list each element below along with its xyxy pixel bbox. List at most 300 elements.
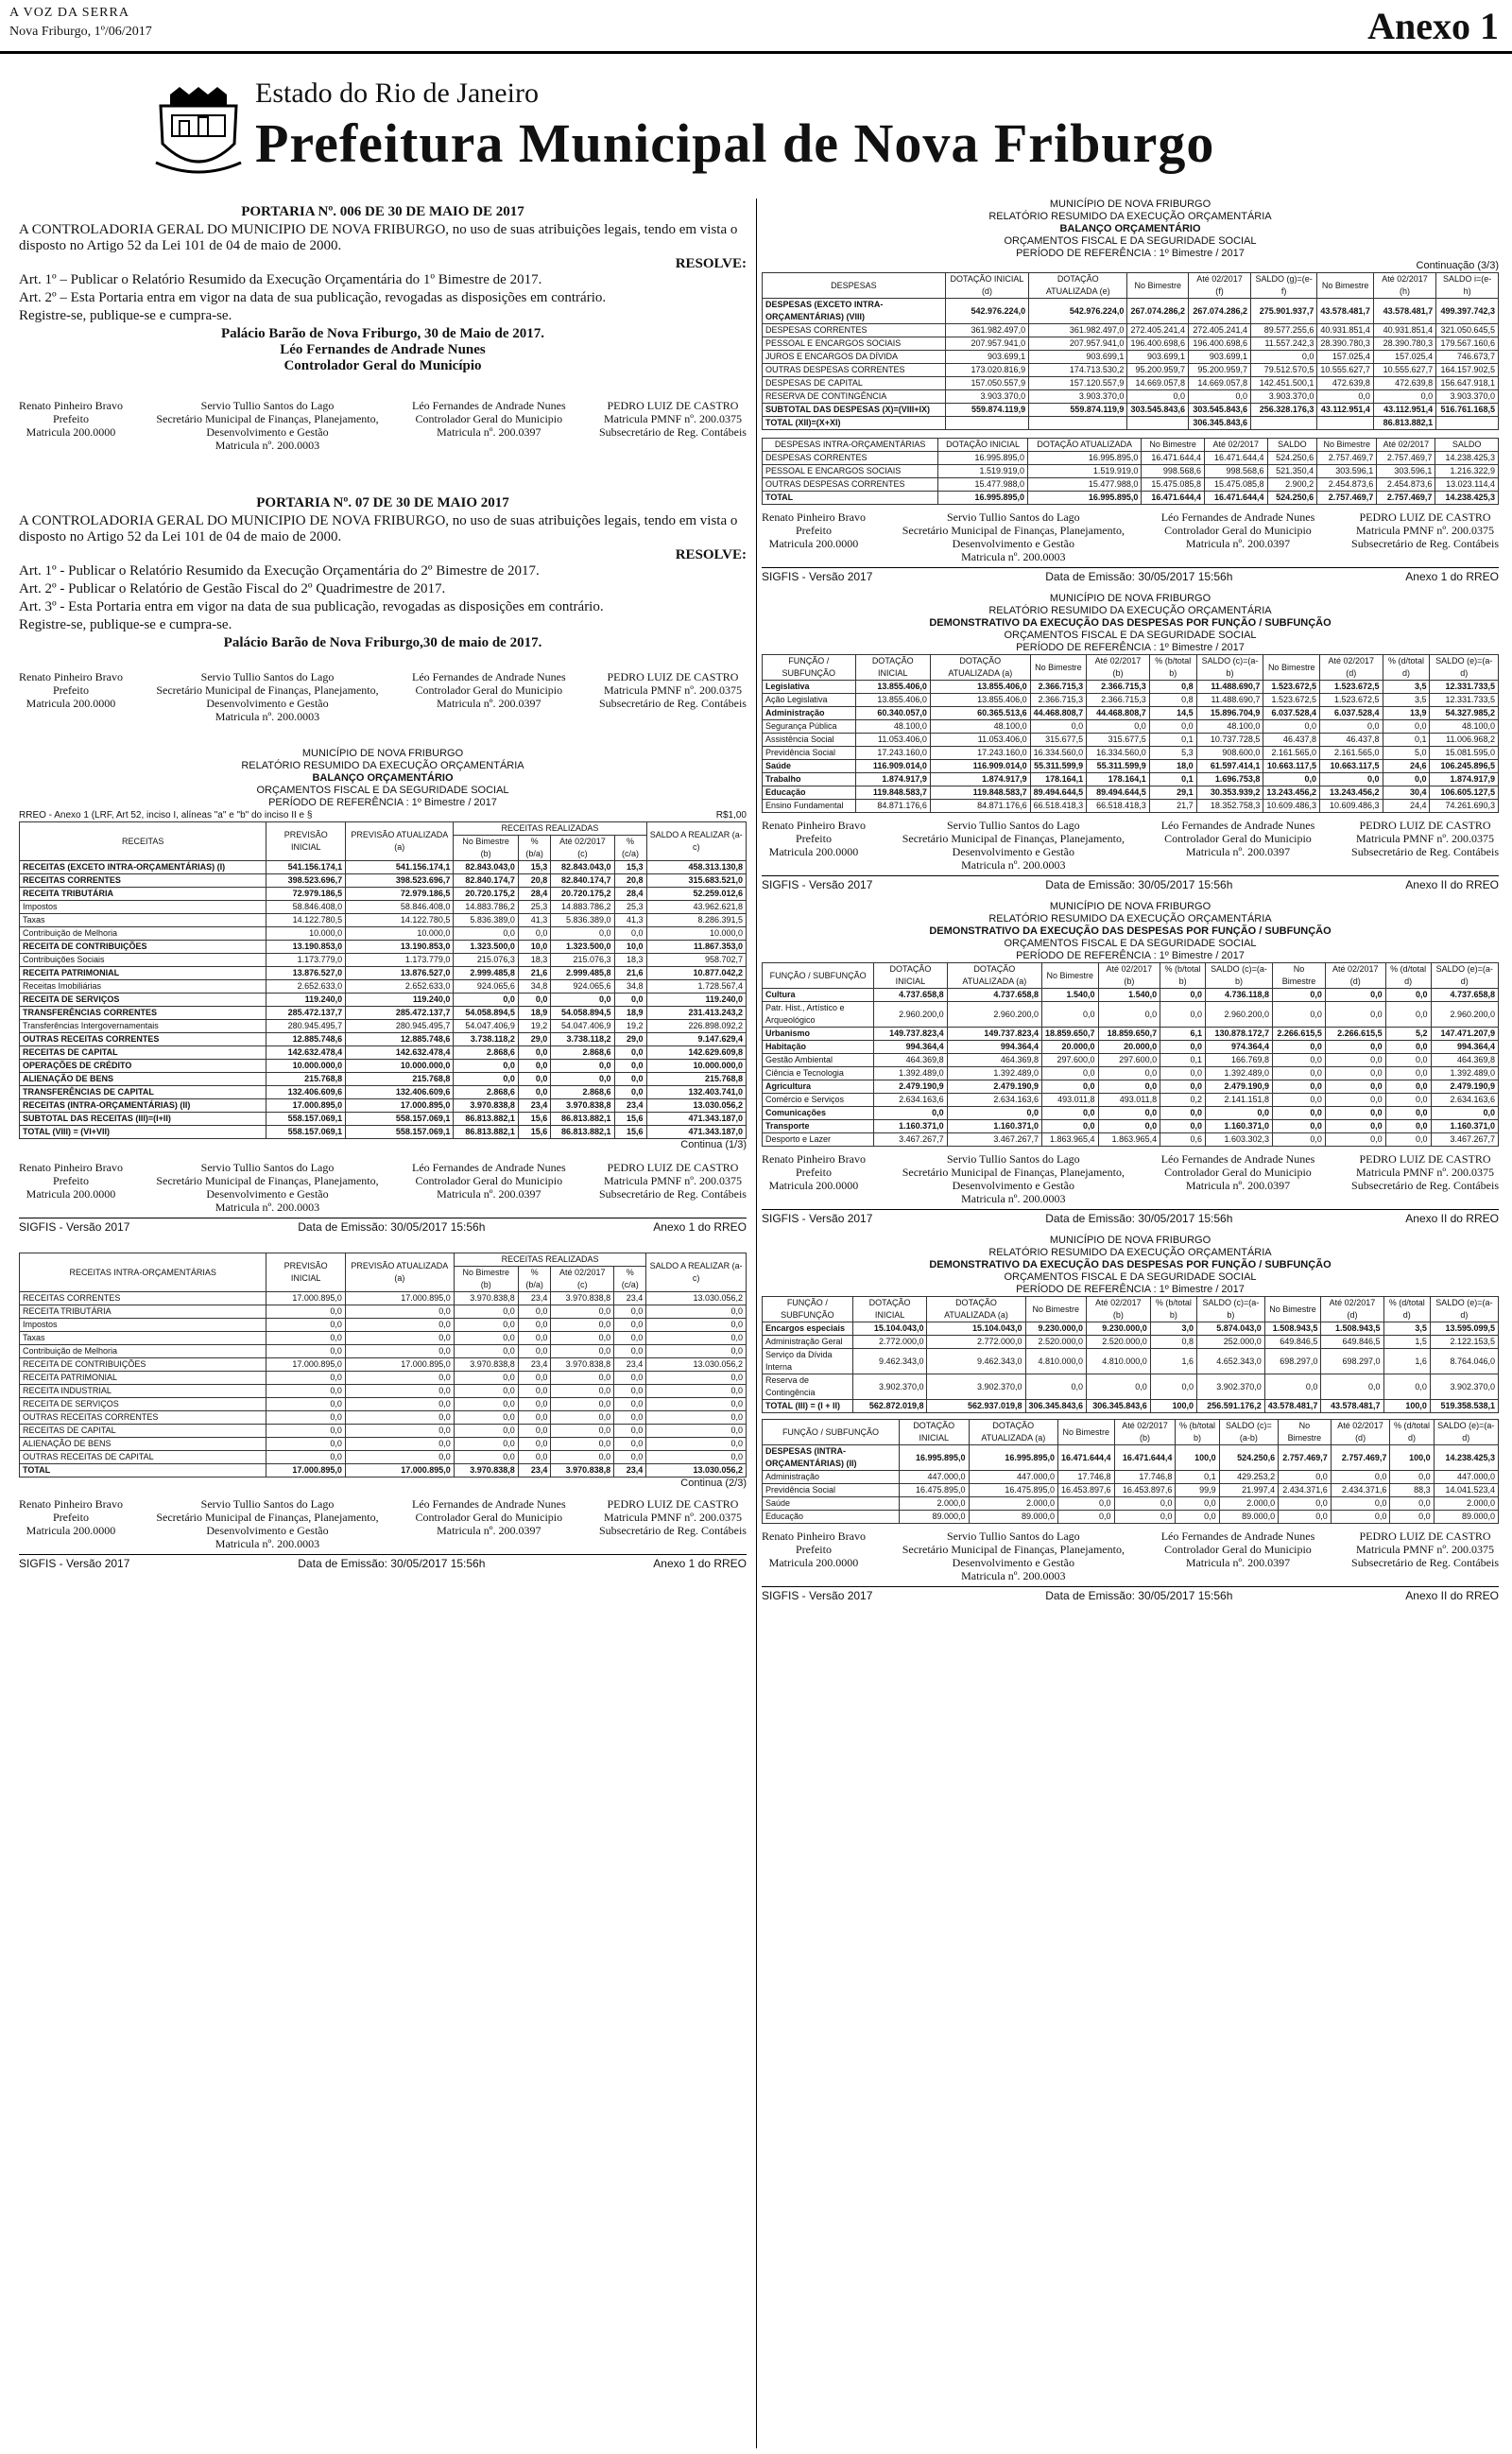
signature-line: Léo Fernandes de Andrade Nunes [1160,1152,1315,1166]
report-text: SIGFIS - Versão 2017 [19,1220,130,1234]
row-value: 17.000.895,0 [266,1358,345,1372]
signature-line: Servio Tullio Santos do Lago [200,1161,335,1174]
row-value: 10.000.000,0 [346,1060,454,1073]
row-value: 23,4 [614,1292,646,1305]
report-text: Anexo II do RREO [1405,878,1499,891]
row-label: Trabalho [763,773,856,786]
row-value: 16.471.644,4 [1057,1445,1114,1471]
row-value: 2.960.200,0 [1431,1002,1498,1028]
signature-line: Matricula 200.0000 [768,845,859,858]
row-value: 0,0 [1325,989,1385,1002]
row-value: 82.843.043,0 [551,861,614,874]
row-label: RECEITAS CORRENTES [20,1292,266,1305]
column-header: FUNÇÃO / SUBFUNÇÃO [763,655,856,681]
row-value: 19,2 [614,1020,646,1033]
row-value: 361.982.497,0 [1029,324,1127,337]
row-value: 41,3 [518,914,550,927]
row-value: 18.352.758,3 [1196,800,1263,813]
funcao-table-3 [762,1296,1499,1413]
row-value: 0,0 [454,1345,518,1358]
row-value: 0,0 [614,1398,646,1411]
column-header: PREVISÃO ATUALIZADA (a) [346,822,454,861]
row-value: 196.400.698,6 [1189,337,1251,351]
row-value: 43.578.481,7 [1321,1400,1383,1413]
row-value: 20.720.175,2 [454,888,518,901]
row-value: 0,0 [345,1451,454,1464]
row-value: 0,0 [551,1319,614,1332]
row-value: 14.238.425,3 [1435,452,1499,465]
row-value: 11.053.406,0 [855,734,930,747]
row-value: 256.328.176,3 [1250,404,1316,417]
row-value: 40.931.851,4 [1373,324,1435,337]
report-footer [762,567,1499,583]
row-value: 0,0 [551,1425,614,1438]
signature [156,670,378,723]
row-value: 17.000.895,0 [346,1099,454,1113]
row-value: 3,5 [1383,694,1430,707]
report-text: MUNICÍPIO DE NOVA FRIBURGO [1049,593,1211,604]
column-header: No Bimestre [1263,655,1320,681]
row-value: 13.243.456,2 [1263,786,1320,800]
table-row [763,299,1499,324]
row-value: 16.471.644,4 [1142,492,1205,505]
row-value: 3,5 [1383,1322,1430,1336]
row-value: 1.519.919,0 [1028,465,1142,478]
signature [1161,1529,1315,1582]
row-value: 0,0 [1385,1120,1431,1133]
row-value: 196.400.698,6 [1127,337,1189,351]
row-value: 2.999.485,8 [454,967,518,980]
row-value [1436,417,1499,430]
annex-label: Anexo 1 [1367,5,1499,47]
table-row [20,1372,747,1385]
report-footer [762,1209,1499,1225]
table-row [763,1374,1499,1400]
funcao-table-1 [762,654,1499,813]
report-text: Anexo 1 do RREO [1405,570,1499,583]
row-value: 280.945.495,7 [266,1020,346,1033]
signature-line: Servio Tullio Santos do Lago [946,510,1080,524]
column-header: Até 02/2017 (d) [1321,1297,1383,1322]
row-value: 10,0 [518,941,550,954]
row-value: 464.369,8 [947,1054,1041,1067]
row-value: 2.479.190,9 [1431,1080,1498,1094]
report-text: PERÍODO DE REFERÊNCIA : 1º Bimestre / 2017 [268,797,497,808]
row-value: 303.596,1 [1377,465,1435,478]
row-value: 2.454.873,6 [1377,478,1435,492]
column-header: DOTAÇÃO ATUALIZADA (a) [947,963,1041,989]
row-value: 2.266.615,5 [1325,1028,1385,1041]
table-row [763,1336,1499,1349]
row-value: 903.699,1 [945,351,1028,364]
signature-line: PEDRO LUIZ DE CASTRO [1359,1152,1491,1166]
row-value: 13.030.056,2 [646,1099,747,1113]
table-row [763,1511,1499,1524]
row-value: 2.634.163,6 [874,1094,947,1107]
row-value: 0,0 [1264,1374,1321,1400]
row-value: 8.764.046,0 [1430,1349,1498,1374]
column-header: FUNÇÃO / SUBFUNÇÃO [763,963,874,989]
column-header: Até 02/2017 [1204,439,1267,452]
row-value: 0,0 [454,1305,518,1319]
row-value: 0,0 [1087,1374,1151,1400]
row-label: Receitas Imobiliárias [20,980,266,994]
row-label: Agricultura [763,1080,874,1094]
row-value: 12.885.748,6 [346,1033,454,1046]
row-value: 447.000,0 [969,1471,1057,1484]
row-value: 15.475.085,8 [1204,478,1267,492]
row-value: 3.970.838,8 [454,1292,518,1305]
row-value: 998.568,6 [1142,465,1205,478]
row-value: 30,4 [1383,786,1430,800]
row-value: 272.405.241,4 [1127,324,1189,337]
row-value: 3.970.838,8 [454,1358,518,1372]
row-value: 0,0 [1390,1497,1434,1511]
row-value: 0,0 [1325,1107,1385,1120]
column-header: SALDO (g)=(e-f) [1250,273,1316,299]
row-value: 2.868,6 [454,1046,518,1060]
table-row [763,377,1499,390]
row-value: 0,0 [1385,1041,1431,1054]
signature-line: Prefeito [52,1174,89,1187]
row-value: 0,0 [646,1438,747,1451]
row-value: 72.979.186,5 [346,888,454,901]
row-value: 10.609.486,3 [1263,800,1320,813]
signature [412,1497,566,1550]
row-value: 17.000.895,0 [266,1464,345,1478]
row-value: 0,0 [454,1438,518,1451]
row-value: 99,9 [1176,1484,1219,1497]
table-row [20,1020,747,1033]
row-value: 20.000,0 [1041,1041,1098,1054]
row-value: 0,0 [551,1332,614,1345]
column-header: % (b/a) [518,1267,551,1292]
row-value: 4.652.343,0 [1197,1349,1265,1374]
report-text: ORÇAMENTOS FISCAL E DA SEGURIDADE SOCIAL [1004,1271,1257,1283]
row-value: 13.855.406,0 [930,681,1030,694]
row-value: 2.868,6 [551,1046,614,1060]
row-label: RECEITAS CORRENTES [20,874,266,888]
row-value: 524.250,6 [1267,452,1317,465]
portaria-palace: Palácio Barão de Nova Friburgo,30 de maio de 2017. [223,635,542,650]
row-value: 3.970.838,8 [551,1292,614,1305]
row-value: 15.477.988,0 [1028,478,1142,492]
row-value: 0,0 [1325,1002,1385,1028]
row-value: 0,0 [454,1385,518,1398]
row-label: DESPESAS (EXCETO INTRA-ORÇAMENTÁRIAS) (VIII) [763,299,946,324]
signature-line: Léo Fernandes de Andrade Nunes [1160,1529,1315,1543]
row-value: 0,0 [454,994,518,1007]
row-value: 15.081.595,0 [1430,747,1499,760]
row-value: 315.683.521,0 [646,874,747,888]
row-value: 14.238.425,3 [1435,492,1499,505]
row-value: 15.104.043,0 [852,1322,927,1336]
row-value: 1.863.965,4 [1098,1133,1160,1147]
report-text: ORÇAMENTOS FISCAL E DA SEGURIDADE SOCIAL [1004,938,1257,949]
signature [762,819,866,872]
row-value: 5,2 [1385,1028,1431,1041]
signature-line: Subsecretário de Reg. Contábeis [1351,537,1499,550]
row-value: 4.736.118,8 [1206,989,1273,1002]
row-label: Transferências Intergovernamentais [20,1020,266,1033]
row-value: 215.076,3 [551,954,614,967]
row-value: 25,3 [518,901,550,914]
report-unit: R$1,00 [715,810,747,821]
row-label: Contribuição de Melhoria [20,1345,266,1358]
row-value: 0,0 [646,1305,747,1319]
row-label: RECEITAS DE CAPITAL [20,1046,266,1060]
portaria-intro: A CONTROLADORIA GERAL DO MUNICIPIO DE NOVA FRIBURGO, no uso de suas atribuições legais, tendo em vista o disposto no Artigo 52 da Lei 101 de 04 de maio de 2000. [19,222,738,253]
row-value: 86.813.882,1 [551,1113,614,1126]
row-value: 2.960.200,0 [947,1002,1041,1028]
signature [1351,510,1499,563]
row-value [1029,417,1127,430]
row-value: 89.000,0 [1434,1511,1498,1524]
row-label: RECEITAS DE CAPITAL [20,1425,266,1438]
row-value: 14.041.523,4 [1434,1484,1498,1497]
row-value: 0,0 [1114,1511,1176,1524]
row-value: 1.173.779,0 [346,954,454,967]
table-row [20,994,747,1007]
row-value: 0,0 [266,1425,345,1438]
row-value: 0,6 [1160,1133,1206,1147]
row-value: 10.663.117,5 [1263,760,1320,773]
table-row [763,1080,1499,1094]
row-label: DESPESAS CORRENTES [763,452,938,465]
report-footer [762,875,1499,891]
row-value: 147.471.207,9 [1431,1028,1498,1041]
row-label: PESSOAL E ENCARGOS SOCIAIS [763,465,938,478]
signature-line: Matricula 200.0000 [768,1556,859,1569]
row-value: 0,0 [518,1372,551,1385]
row-value: 2.757.469,7 [1377,492,1435,505]
report-text: PERÍODO DE REFERÊNCIA : 1º Bimestre / 2017 [1016,248,1245,259]
row-value: 0,0 [518,1451,551,1464]
table-row [20,1046,747,1060]
signature-line: Renato Pinheiro Bravo [762,819,866,832]
row-value: 0,0 [454,1425,518,1438]
row-value: 0,0 [1331,1471,1390,1484]
signature-line: Matricula nº. 200.0397 [437,697,541,710]
column-header: % (b/total b) [1150,1297,1196,1322]
row-value: 447.000,0 [1434,1471,1498,1484]
row-value: 3.970.838,8 [454,1099,518,1113]
row-label: Serviço da Dívida Interna [763,1349,853,1374]
row-value: 0,0 [518,1411,551,1425]
row-value: 0,0 [518,1305,551,1319]
row-value: 21,7 [1149,800,1196,813]
column-header: Até 02/2017 (f) [1189,273,1251,299]
row-value: 1.392.489,0 [874,1067,947,1080]
column-header: PREVISÃO INICIAL [266,1253,345,1292]
report-text: SIGFIS - Versão 2017 [762,1212,873,1225]
row-value: 0,1 [1160,1054,1206,1067]
row-value: 0,0 [1390,1511,1434,1524]
row-label: RECEITA TRIBUTÁRIA [20,1305,266,1319]
signature-line: Matricula PMNF nº. 200.0375 [1355,832,1495,845]
row-value: 86.813.882,1 [454,1113,518,1126]
row-value: 20.720.175,2 [551,888,614,901]
row-value: 1.392.489,0 [1206,1067,1273,1080]
despesas-intra-table [762,438,1499,505]
row-label: Cultura [763,989,874,1002]
row-value: 4.737.658,8 [1431,989,1498,1002]
signature [599,1161,747,1214]
row-value: 48.100,0 [855,720,930,734]
column-header: % (b/a) [518,836,550,861]
row-value: 1.392.489,0 [947,1067,1041,1080]
row-value: 166.769,8 [1206,1054,1273,1067]
row-value: 1.523.672,5 [1319,681,1383,694]
row-value: 903.699,1 [1029,351,1127,364]
row-label: Previdência Social [763,1484,900,1497]
row-value: 16.453.897,6 [1114,1484,1176,1497]
report-text: PERÍODO DE REFERÊNCIA : 1º Bimestre / 2017 [1016,642,1245,653]
row-value: 95.200.959,7 [1189,364,1251,377]
report-text: PERÍODO DE REFERÊNCIA : 1º Bimestre / 2017 [1016,1284,1245,1295]
table-row [20,1126,747,1139]
row-value: 903.699,1 [1127,351,1189,364]
row-value: 1.540,0 [1098,989,1160,1002]
row-value: 20,8 [614,874,646,888]
row-value: 252.000,0 [1197,1336,1265,1349]
signature [19,1161,123,1214]
report-text: RELATÓRIO RESUMIDO DA EXECUÇÃO ORÇAMENTÁRIA [988,913,1272,925]
row-value: 13.595.099,5 [1430,1322,1498,1336]
row-value: 0,0 [614,1385,646,1398]
signature-line: Desenvolvimento e Gestão [206,697,329,710]
row-value: 0,1 [1383,734,1430,747]
row-value: 1,5 [1383,1336,1430,1349]
report-text: PERÍODO DE REFERÊNCIA : 1º Bimestre / 2017 [1016,950,1245,961]
row-value: 173.020.816,9 [945,364,1028,377]
row-value: 43.578.481,7 [1373,299,1435,324]
row-label: Comunicações [763,1107,874,1120]
report-text: Data de Emissão: 30/05/2017 15:56h [1045,878,1233,891]
row-value: 0,0 [614,1073,646,1086]
row-value: 0,0 [1385,1067,1431,1080]
row-value: 0,0 [1385,989,1431,1002]
signature-line: PEDRO LUIZ DE CASTRO [607,670,739,683]
row-value: 315.677,5 [1087,734,1150,747]
row-value: 0,0 [266,1385,345,1398]
row-value: 100,0 [1150,1400,1196,1413]
row-value: 0,0 [1098,1080,1160,1094]
table-row [20,1060,747,1073]
row-value: 558.157.069,1 [266,1126,346,1139]
signature-line: PEDRO LUIZ DE CASTRO [1359,819,1491,832]
signature [1161,510,1315,563]
row-value: 1.323.500,0 [454,941,518,954]
row-label: RECEITA DE CONTRIBUIÇÕES [20,941,266,954]
table-row [20,1319,747,1332]
signature-block [19,1497,747,1550]
signature-line: Matricula PMNF nº. 200.0375 [1355,1543,1495,1556]
signature-line: Secretário Municipal de Finanças, Planejamento, [156,683,379,697]
signature-line: Léo Fernandes de Andrade Nunes [412,1497,566,1511]
signature-line: Desenvolvimento e Gestão [206,425,329,439]
row-value: 106.245.896,5 [1430,760,1499,773]
row-value: 10.000,0 [266,927,346,941]
row-label: PESSOAL E ENCARGOS SOCIAIS [763,337,946,351]
portaria-art1: Art. 1º - Publicar o Relatório Resumido da Execução Orçamentária do 2º Bimestre de 2017. [19,563,540,579]
row-value: 34,8 [518,980,550,994]
column-header: DESPESAS [763,273,946,299]
row-value: 0,0 [266,1438,345,1451]
row-value: 0,0 [1325,1094,1385,1107]
column-header: DOTAÇÃO INICIAL [855,655,930,681]
row-value: 0,0 [551,927,614,941]
signature [156,1497,378,1550]
row-value: 1.392.489,0 [1431,1067,1498,1080]
row-value: 0,0 [1319,773,1383,786]
row-value: 558.157.069,1 [266,1113,346,1126]
row-label: Administração Geral [763,1336,853,1349]
signature-line: Controlador Geral do Municipio [415,683,563,697]
funcao-table-2 [762,962,1499,1147]
row-value: 2.161.565,0 [1319,747,1383,760]
row-value: 974.364,4 [1206,1041,1273,1054]
report-text: DEMONSTRATIVO DA EXECUÇÃO DAS DESPESAS POR FUNÇÃO / SUBFUNÇÃO [929,925,1332,937]
row-value: 12.331.733,5 [1430,694,1499,707]
row-value: 0,0 [1263,720,1320,734]
row-value: 0,0 [614,927,646,941]
row-value: 0,0 [1263,773,1320,786]
table-row [763,1028,1499,1041]
row-value: 5.874.043,0 [1197,1322,1265,1336]
row-value: 18,9 [518,1007,550,1020]
funcao-intra-table [762,1419,1499,1524]
row-value: 20,8 [518,874,550,888]
row-value: 0,0 [518,1385,551,1398]
row-label: RECEITA PATRIMONIAL [20,967,266,980]
portaria-register: Registre-se, publique-se e cumpra-se. [19,308,232,323]
row-value: 84.871.176,6 [855,800,930,813]
signature [762,510,866,563]
row-value: 8.286.391,5 [646,914,747,927]
row-value: 297.600,0 [1098,1054,1160,1067]
row-value: 16.995.895,0 [938,492,1028,505]
report-text: RELATÓRIO RESUMIDO DA EXECUÇÃO ORÇAMENTÁRIA [241,760,524,771]
column-header: Até 02/2017 (b) [1087,655,1150,681]
row-value: 256.591.176,2 [1197,1400,1265,1413]
table-row [20,1099,747,1113]
row-value: 0,0 [1189,390,1251,404]
row-value: 2.000,0 [969,1497,1057,1511]
row-value: 361.982.497,0 [945,324,1028,337]
report-text: Data de Emissão: 30/05/2017 15:56h [298,1557,486,1570]
row-value: 149.737.823,4 [947,1028,1041,1041]
signature-line: Matricula nº. 200.0003 [215,710,320,723]
row-value: 924.065,6 [551,980,614,994]
table-row [763,694,1499,707]
row-value: 2.868,6 [551,1086,614,1099]
row-value: 541.156.174,1 [266,861,346,874]
signature-line: Matricula nº. 200.0397 [437,1187,541,1201]
row-value: 10.609.486,3 [1319,800,1383,813]
row-value: 471.343.187,0 [646,1113,747,1126]
column-header: DOTAÇÃO INICIAL [874,963,947,989]
report-footer [19,1218,747,1234]
table-row [763,1107,1499,1120]
row-value: 3.903.370,0 [1029,390,1127,404]
column-header: SALDO A REALIZAR (a-c) [646,822,747,861]
row-value: 0,0 [1390,1471,1434,1484]
row-value: 0,0 [614,1046,646,1060]
table-row [20,1358,747,1372]
column-divider [756,199,757,2448]
column-header: SALDO i=(e-h) [1436,273,1499,299]
